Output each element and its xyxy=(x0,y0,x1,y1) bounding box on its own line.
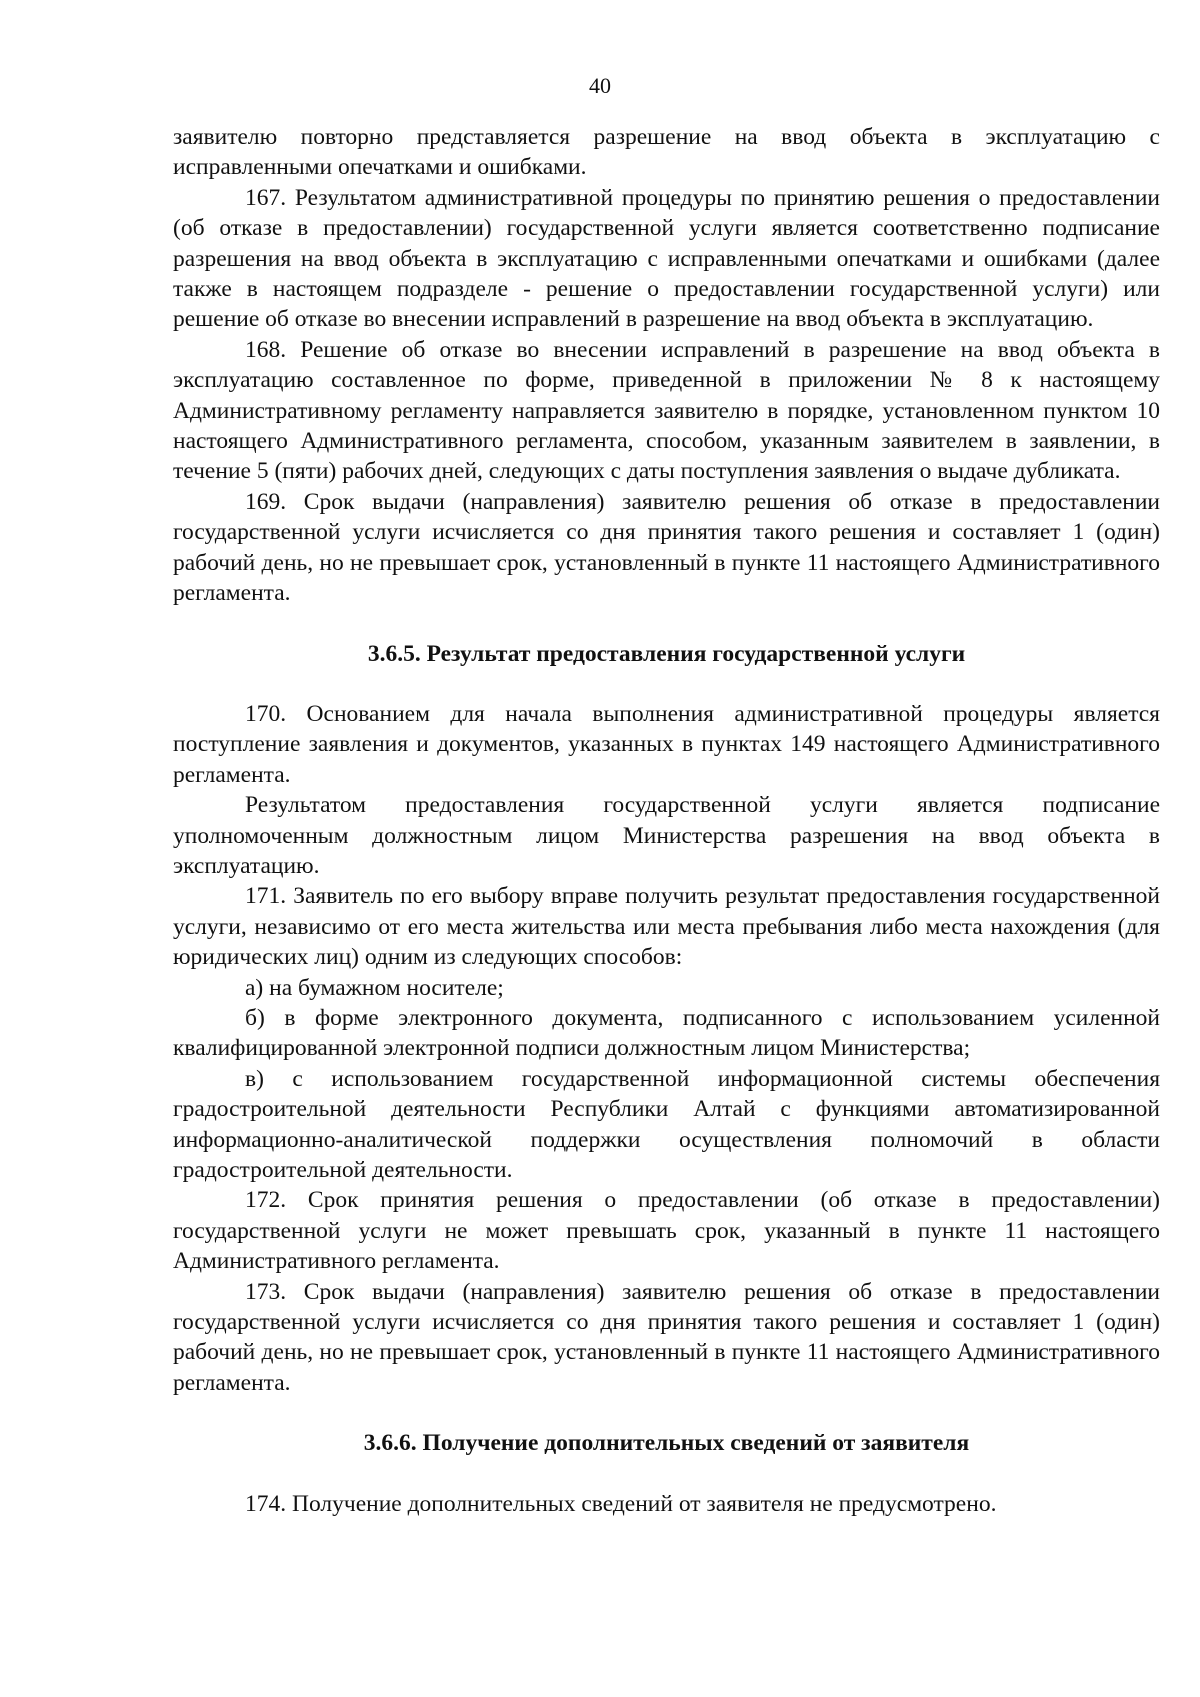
paragraph-174: 174. Получение дополнительных сведений от заявителя не предусмотрено. xyxy=(245,1490,997,1517)
list-item-a: а) на бумажном носителе; xyxy=(245,974,504,1001)
paragraph-167: 167. Результатом административной процедуры по принятию решения о предоставлении (об отказе в предоставлении) государственной услуги является соответственно подписание разрешения на ввод объекта в эксплуатацию с исправленными опечатками и ошибками (далее также в настоящем подразделе - решение о предоставлении государственной услуги) или решение об отказе во внесении исправлений в разрешение на ввод объекта в эксплуатацию. xyxy=(173,184,1160,333)
paragraph-173: 173. Срок выдачи (направления) заявителю решения об отказе в предоставлении государственной услуги исчисляется со дня принятия такого решения и составляет 1 (один) рабочий день, но не превышает срок, установленный в пункте 11 настоящего Административного регламента. xyxy=(173,1278,1160,1396)
page-number: 40 xyxy=(589,73,611,98)
paragraph-169: 169. Срок выдачи (направления) заявителю решения об отказе в предоставлении государственной услуги исчисляется со дня принятия такого решения и составляет 1 (один) рабочий день, но не превышает срок, установленный в пункте 11 настоящего Административного регламента. xyxy=(173,488,1160,607)
list-item-b: б) в форме электронного документа, подписанного с использованием усиленной квалифицированной электронной подписи должностным лицом Министерства; xyxy=(173,1004,1160,1062)
paragraph-168: 168. Решение об отказе во внесении исправлений в разрешение на ввод объекта в эксплуатацию составленное по форме, приведенной в приложении № 8 к настоящему Административному регламенту направляется заявителю в порядке, установленном пунктом 10 настоящего Административного регламента, способом, указанным заявителем в заявлении, в течение 5 (пяти) рабочих дней, следующих с даты поступления заявления о выдаче дубликата. xyxy=(173,336,1160,485)
document-body xyxy=(173,122,1160,1519)
paragraph-result: Результатом предоставления государственной услуги является подписание уполномоченным должностным лицом Министерства разрешения на ввод объекта в эксплуатацию. xyxy=(173,792,1160,879)
paragraph-continuation: заявителю повторно представляется разрешение на ввод объекта в эксплуатацию с исправленными опечатками и ошибками. xyxy=(173,124,1160,181)
paragraph-172: 172. Срок принятия решения о предоставлении (об отказе в предоставлении) государственной услуги не может превышать срок, указанный в пункте 11 настоящего Административного регламента. xyxy=(173,1187,1160,1275)
paragraph-171: 171. Заявитель по его выбору вправе получить результат предоставления государственной услуги, независимо от его места жительства или места пребывания либо места нахождения (для юридических лиц) одним из следующих способов: xyxy=(173,883,1160,971)
section-heading-3-6-6: 3.6.6. Получение дополнительных сведений от заявителя xyxy=(363,1430,970,1457)
paragraph-170: 170. Основанием для начала выполнения административной процедуры является поступление заявления и документов, указанных в пунктах 149 настоящего Административного регламента. xyxy=(173,700,1160,788)
section-heading-3-6-5: 3.6.5. Результат предоставления государственной услуги xyxy=(367,640,966,667)
list-item-v: в) с использованием государственной информационной системы обеспечения градостроительной деятельности Республики Алтай с функциями автоматизированной информационно-аналитической поддержки осуществления полномочий в области градостроительной деятельности. xyxy=(173,1065,1160,1183)
